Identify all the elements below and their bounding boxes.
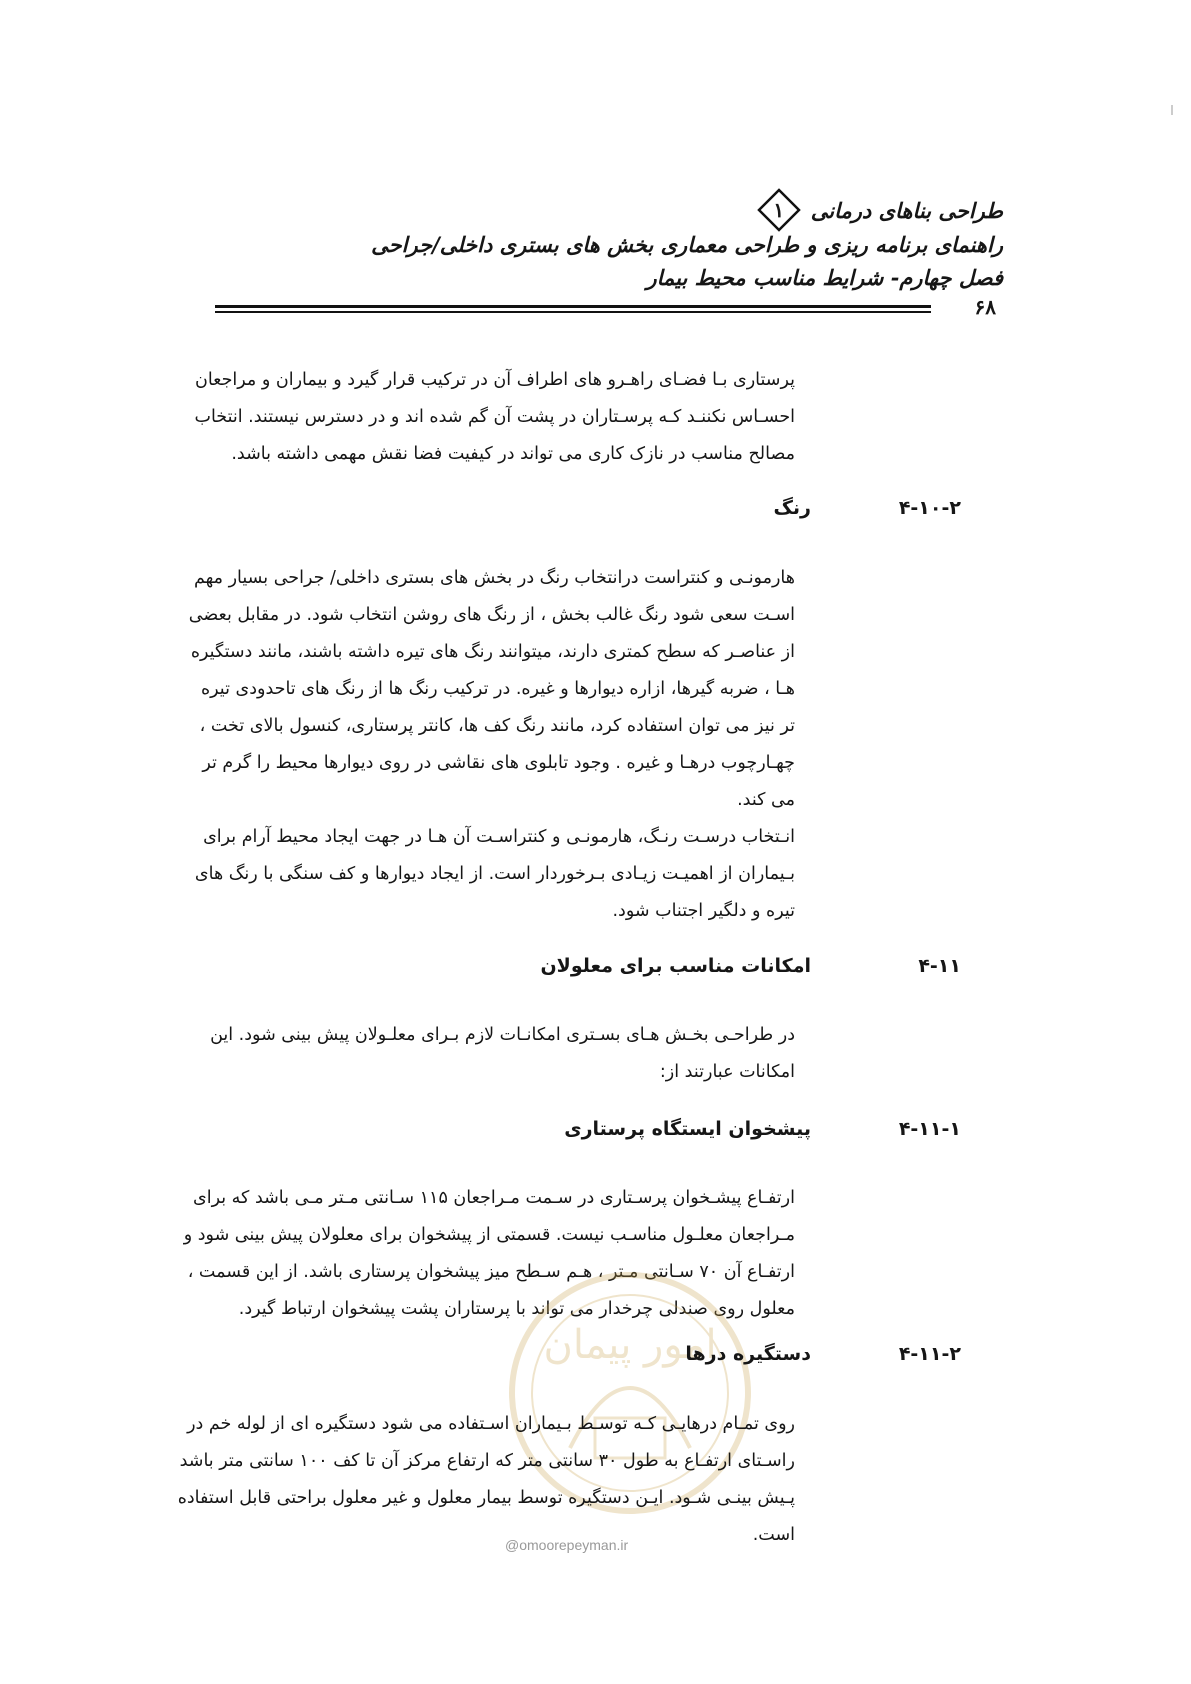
watermark-logo-text: امور پیمان xyxy=(543,1322,717,1368)
text-line: بـیماران از اهمیـت زیـادی بـرخوردار است. از ایجاد دیوارها و کف سنگی با رنگ های xyxy=(194,864,795,884)
text-line: هارمونـی و کنتراست درانتخاب رنگ در بخش های بستری داخلی/ جراحی بسیار مهم xyxy=(193,568,795,588)
book-subtitle: راهنمای برنامه ریزی و طراحی معماری بخش های بستری داخلی/جراحی xyxy=(371,232,1003,257)
text-line: مـراجعان معلـول مناسـب نیست. قسمتی از پیشخوان برای معلولان پیش بینی شود و xyxy=(183,1225,795,1245)
text-line: امکانات عبارتند از: xyxy=(659,1062,795,1082)
section-number: ۴-۱۱-۲ xyxy=(898,1343,961,1365)
header-rule-thin xyxy=(215,311,931,313)
text-line: مصالح مناسب در نازک کاری می تواند در کیفیت فضا نقش مهمی داشته باشد. xyxy=(231,444,795,464)
chapter-title: فصل چهارم- شرایط مناسب محیط بیمار xyxy=(646,265,1003,290)
text-line: در طراحـی بخـش هـای بسـتری امکانـات لازم بـرای معلـولان پیش بینی شود. این xyxy=(210,1025,795,1045)
text-line: معلول روی صندلی چرخدار می تواند با پرستاران پشت پیشخوان ارتباط گیرد. xyxy=(238,1299,795,1319)
text-line: است. xyxy=(752,1525,795,1545)
text-line: می کند. xyxy=(737,790,795,810)
text-line: ارتفـاع پیشـخوان پرسـتاری در سـمت مـراجعان ۱۱۵ سـانتی مـتر مـی باشد که برای xyxy=(193,1188,795,1208)
section-title: امکانات مناسب برای معلولان xyxy=(540,955,811,977)
section-heading-door-handles xyxy=(685,1343,961,1365)
header-rule-thick xyxy=(215,305,931,308)
scan-mark xyxy=(1171,105,1173,115)
text-line: پرستاری بـا فضـای راهـرو های اطراف آن در ترکیب قرار گیرد و بیماران و مراجعان xyxy=(194,370,795,390)
text-line: هـا ، ضربه گیرها، ازاره دیوارها و غیره. در ترکیب رنگ ها از رنگ های تاحدودی تیره xyxy=(200,679,795,699)
section-number: ۴-۱۱ xyxy=(918,955,961,977)
section-heading-color xyxy=(773,497,961,519)
intro-paragraph xyxy=(172,362,795,473)
section-title: رنگ xyxy=(773,497,811,519)
section-title: پیشخوان ایستگاه پرستاری xyxy=(564,1118,811,1140)
watermark-url: @omoorepeyman.ir xyxy=(505,1537,629,1553)
text-line: پـیش بینـی شـود. ایـن دستگیره توسط بیمار معلول و غیر معلول براحتی قابل استفاده xyxy=(177,1488,795,1508)
text-line: ارتفـاع آن ۷۰ سـانتی مـتر ، هـم سـطح میز پیشخوان پرستاری باشد. از این قسمت ، xyxy=(187,1262,795,1282)
text-line: راسـتای ارتفـاع به طول ۳۰ سانتی متر که ارتفاع مرکز آن تا کف ۱۰۰ سانتی متر باشد xyxy=(179,1451,795,1471)
section-paragraph-color xyxy=(172,560,795,930)
section-paragraph-disabled-facilities xyxy=(172,1017,795,1091)
book-title: طراحی بناهای درمانی xyxy=(810,197,1003,223)
text-line: اسـت سعی شود رنگ غالب بخش ، از رنگ های روشن انتخاب شود. در مقابل بعضی xyxy=(188,605,795,625)
text-line: تر نیز می توان استفاده کرد، مانند رنگ کف ها، کانتر پرستاری، کنسول بالای تخت ، xyxy=(199,716,795,736)
header-title-row xyxy=(757,188,1003,232)
text-line: احسـاس نکننـد کـه پرسـتاران در پشت آن گم شده اند و در دسترس نیستند. انتخاب xyxy=(194,407,795,427)
section-title: دستگیره درها xyxy=(685,1343,811,1365)
text-line: تیره و دلگیر اجتناب شود. xyxy=(612,901,795,921)
volume-number: ۱ xyxy=(773,198,785,222)
page-number: ۶۸ xyxy=(974,295,996,319)
section-number: ۴-۱۱-۱ xyxy=(898,1118,961,1140)
text-line: چهـارچوب درهـا و غیره . وجود تابلوی های نقاشی در روی دیوارها محیط را گرم تر xyxy=(202,753,795,773)
section-number: ۴-۱۰-۲ xyxy=(898,497,961,519)
text-line: روی تمـام درهایـی کـه توسـط بـیماران اسـتفاده می شود دستگیره ای از لوله خم در xyxy=(187,1414,795,1434)
section-heading-disabled-facilities xyxy=(540,955,961,977)
text-line: از عناصـر که سطح کمتری دارند، میتوانند رنگ های تیره داشته باشند، مانند دستگیره xyxy=(190,642,795,662)
volume-badge xyxy=(757,188,801,232)
section-paragraph-door-handles xyxy=(172,1406,795,1554)
section-heading-nurse-counter xyxy=(564,1118,961,1140)
text-line: انـتخاب درسـت رنـگ، هارمونـی و کنتراسـت آن هـا در جهت ایجاد محیط آرام برای xyxy=(203,827,795,847)
